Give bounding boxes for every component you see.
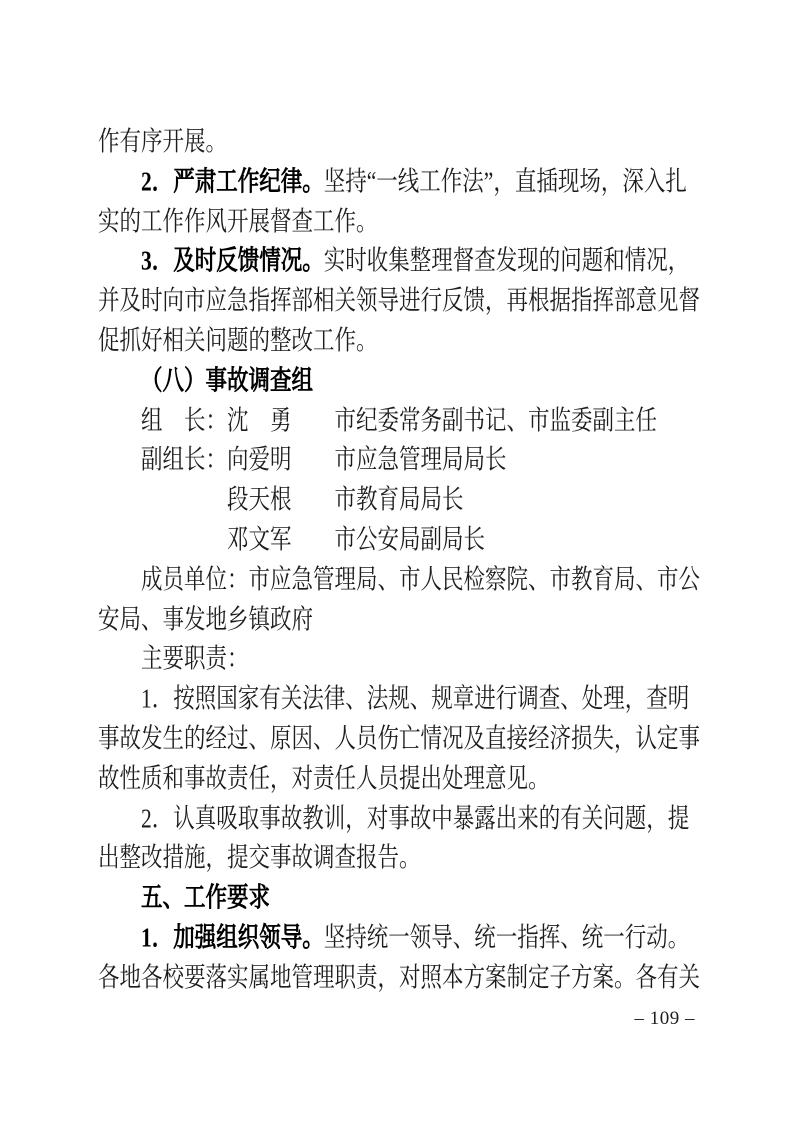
text-segment: 2．认真吸取事故教训，对事故中暴露出来的有关问题，提 xyxy=(141,803,690,834)
text-segment: 作有序开展。 xyxy=(98,126,228,157)
bold-text-segment: 1．加强组织领导。 xyxy=(141,922,324,953)
bold-text-segment: 五、工作要求 xyxy=(141,882,271,914)
text-line xyxy=(98,954,704,1004)
text-segment: 实时收集整理督查发现的问题和情况， xyxy=(323,246,690,277)
text-segment: 坚持“一线工作法”，直插现场，深入扎 xyxy=(323,166,687,197)
text-segment: 事故发生的经过、原因、人员伤亡情况及直接经济损失，认定事 xyxy=(98,723,701,754)
text-segment: 出整改措施，提交事故调查报告。 xyxy=(98,842,421,874)
text-segment: 主要职责： xyxy=(141,644,249,675)
text-segment: 组 长：沈 勇 市纪委常务副书记、市监委副主任 xyxy=(141,405,658,436)
document-body xyxy=(98,123,704,999)
text-segment: 坚持统一领导、统一指挥、统一行动。 xyxy=(323,922,690,953)
text-segment: 并及时向市应急指挥部相关领导进行反馈，再根据指挥部意见督 xyxy=(98,285,701,317)
bold-text-segment: 3．及时反馈情况。 xyxy=(141,246,324,277)
text-segment: 安局、事发地乡镇政府 xyxy=(98,604,314,635)
bold-text-segment: （八）事故调查组 xyxy=(141,365,314,396)
text-segment: 实的工作作风开展督查工作。 xyxy=(98,206,378,237)
text-segment: 各地各校要落实属地管理职责，对照本方案制定子方案。各有关 xyxy=(98,962,701,993)
text-segment: 成员单位：市应急管理局、市人民检察院、市教育局、市公 xyxy=(141,564,701,595)
text-segment: 促抓好相关问题的整改工作。 xyxy=(98,325,378,356)
text-segment: 1．按照国家有关法律、法规、规章进行调查、处理，查明 xyxy=(141,683,690,715)
page-number: – 109 – xyxy=(634,1008,695,1029)
text-segment: 副组长：向爱明 市应急管理局局长 xyxy=(141,445,507,476)
text-segment: 故性质和事故责任，对责任人员提出处理意见。 xyxy=(98,763,550,794)
text-segment: 邓文军 市公安局副局长 xyxy=(141,524,486,555)
bold-text-segment: 2．严肃工作纪律。 xyxy=(141,166,324,197)
text-segment: 段天根 市教育局局长 xyxy=(141,484,464,516)
